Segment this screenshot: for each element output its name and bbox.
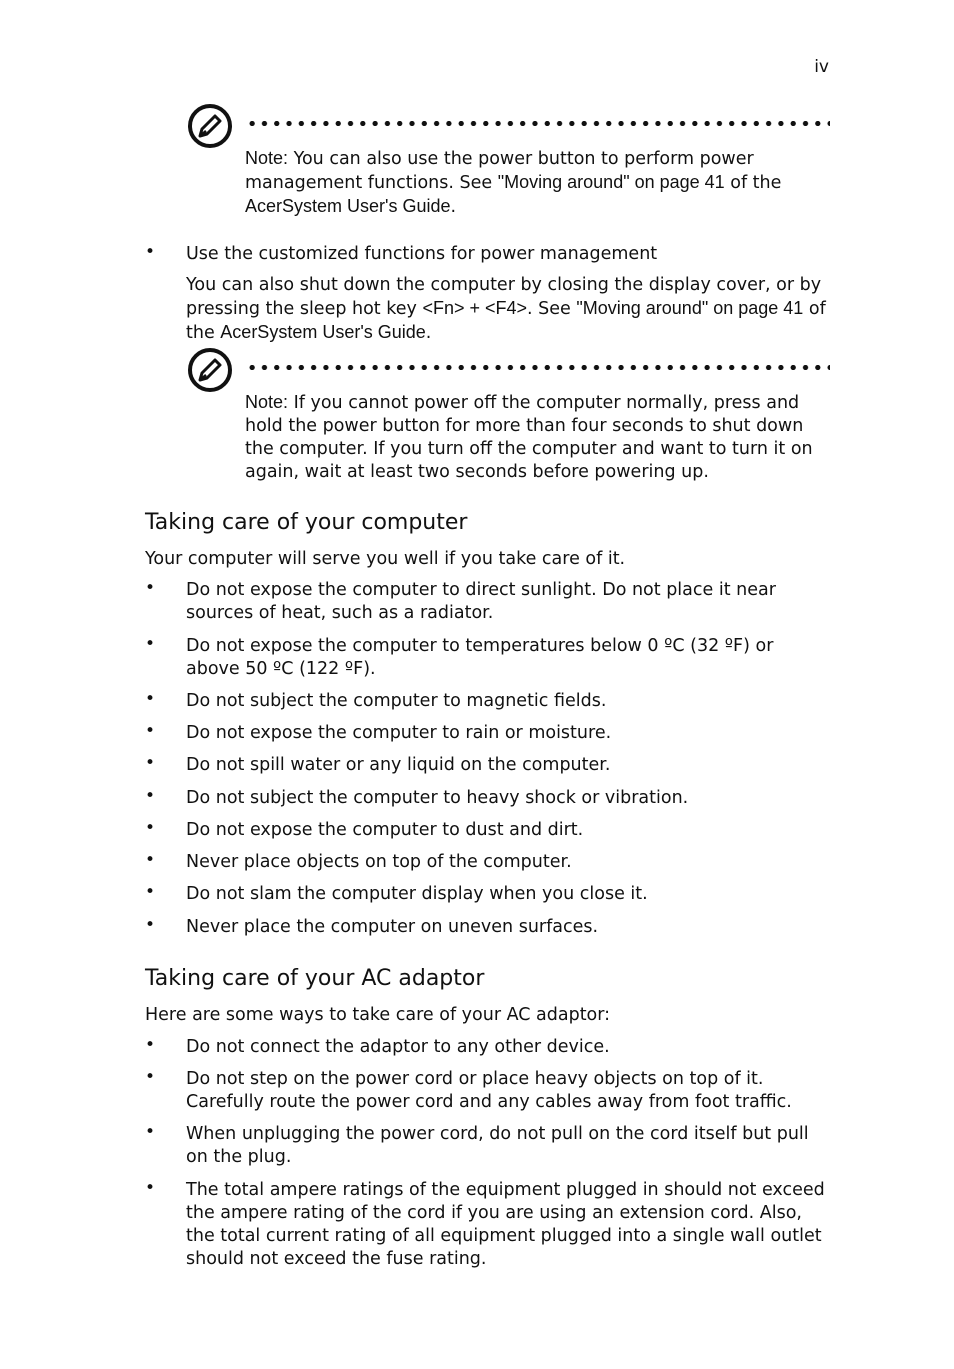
note-1-text: of the	[724, 173, 782, 193]
list-item: Do not slam the computer display when you close it.	[186, 884, 648, 904]
bullet: •	[145, 689, 156, 709]
list-item: Do not subject the computer to magnetic fields.	[186, 691, 607, 711]
power-item-text: .	[425, 323, 432, 343]
note-2	[245, 391, 830, 484]
bullet: •	[145, 1122, 156, 1142]
section-intro-adaptor: Here are some ways to take care of your AC adaptor:	[145, 1005, 611, 1025]
bullet: •	[145, 882, 156, 902]
note-1-text: .	[450, 197, 457, 217]
note-divider	[246, 365, 830, 370]
bullet: •	[145, 578, 156, 598]
list-item: Do not spill water or any liquid on the computer.	[186, 755, 611, 775]
section-heading-computer: Taking care of your computer	[145, 510, 468, 535]
section-heading-adaptor: Taking care of your AC adaptor	[145, 966, 485, 991]
list-item: Never place objects on top of the computer.	[186, 852, 572, 872]
hotkey: <Fn> + <F4>	[422, 298, 528, 318]
bullet: •	[145, 850, 156, 870]
list-item: Do not expose the computer to temperatures below 0 ºC (32 ºF) or above 50 ºC (122 ºF).	[186, 636, 774, 679]
list-item: Do not step on the power cord or place heavy objects on top of it. Carefully route the power cord and any cables away from foot traffic.	[186, 1069, 792, 1112]
bullet: •	[145, 242, 156, 262]
list-item: Do not connect the adaptor to any other device.	[186, 1037, 610, 1057]
bullet: •	[145, 721, 156, 741]
bullet: •	[145, 786, 156, 806]
note-label: Note:	[245, 148, 289, 168]
bullet: •	[145, 1178, 156, 1198]
bullet: •	[145, 634, 156, 654]
power-item-text: . See	[527, 299, 577, 319]
note-2-text: If you cannot power off the computer normally, press and hold the power button for more than four seconds to shut down the computer. If you turn off the computer and want to turn it on again, wait at least two seconds before powering up.	[245, 393, 813, 482]
power-item-title: Use the customized functions for power management	[186, 244, 658, 264]
list-item: Do not expose the computer to dust and dirt.	[186, 820, 584, 840]
bullet: •	[145, 753, 156, 773]
section-intro-computer: Your computer will serve you well if you take care of it.	[145, 549, 626, 569]
power-item-text: of the	[186, 299, 826, 343]
bullet: •	[145, 1035, 156, 1055]
list-item: When unplugging the power cord, do not pull on the cord itself but pull on the plug.	[186, 1124, 809, 1167]
guide-title: AcerSystem User's Guide	[220, 322, 426, 342]
list-item: Do not expose the computer to direct sunlight. Do not place it near sources of heat, such as a radiator.	[186, 580, 776, 623]
cross-reference-link[interactable]: "Moving around" on page 41	[576, 298, 804, 318]
note-1	[245, 147, 830, 219]
bullet: •	[145, 915, 156, 935]
note-1-text: You can also use the power button to perform power management functions. See	[245, 149, 754, 193]
list-item: Never place the computer on uneven surfaces.	[186, 917, 599, 937]
list-item: Do not expose the computer to rain or moisture.	[186, 723, 612, 743]
note-pen-icon	[187, 103, 233, 149]
power-item-body	[186, 274, 831, 345]
guide-title: AcerSystem User's Guide	[245, 196, 451, 216]
note-pen-icon	[187, 347, 233, 393]
power-item-text: You can also shut down the computer by closing the display cover, or by pressing the sleep hot key	[186, 275, 822, 319]
bullet: •	[145, 818, 156, 838]
note-label: Note:	[245, 392, 289, 412]
note-divider	[246, 121, 830, 126]
bullet: •	[145, 1067, 156, 1087]
list-item: The total ampere ratings of the equipment plugged in should not exceed the ampere rating of the cord if you are using an extension cord. Also, the total current rating of all equipment plugged into a single wall outlet should not exceed the fuse rating.	[186, 1180, 825, 1269]
page-number: iv	[814, 57, 829, 77]
list-item: Do not subject the computer to heavy shock or vibration.	[186, 788, 689, 808]
cross-reference-link[interactable]: "Moving around" on page 41	[497, 172, 725, 192]
